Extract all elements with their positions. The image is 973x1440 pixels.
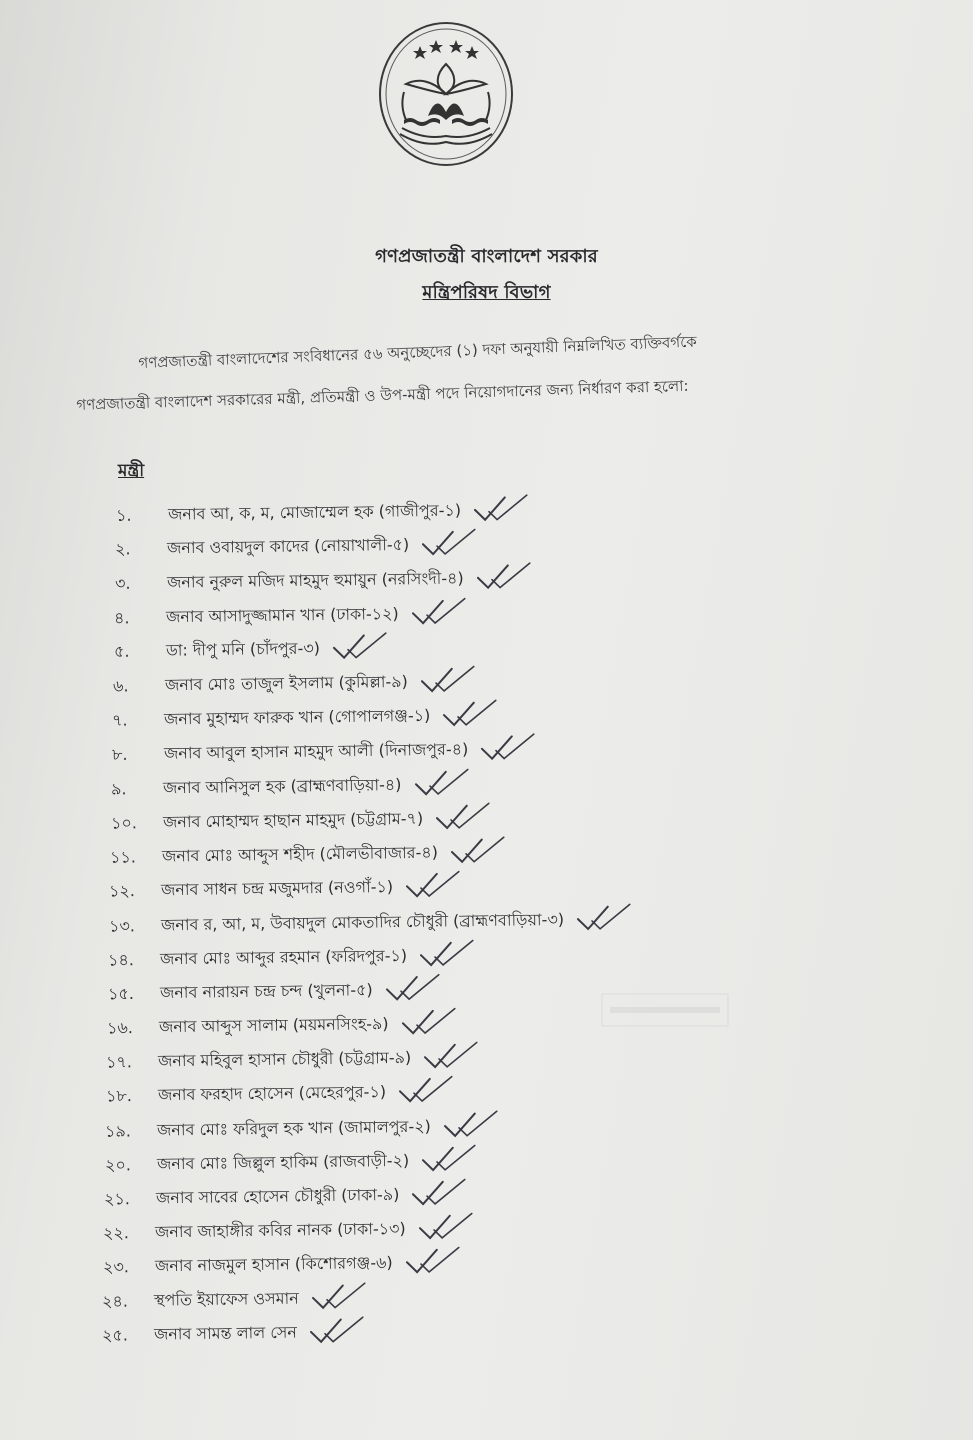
list-item-number: ১৭. [105,1051,133,1072]
tick-mark [433,801,493,836]
tick-mark [402,1246,462,1281]
list-item-name: জনাব আবুল হাসান মাহমুদ আলী (দিনাজপুর-৪) [163,739,469,764]
list-item-name: জনাব আব্দুস সালাম (ময়মনসিংহ-৯) [158,1014,389,1037]
list-item-number: ১৪. [107,949,134,969]
list-item-number: ১৯. [104,1120,131,1140]
list-item-name: ডা: দীপু মনি (চাঁদপুর-৩) [165,638,321,660]
list-item-name: জনাব জাহাঙ্গীর কবির নানক (ঢাকা-১৩) [154,1219,406,1242]
list-item [114,631,390,669]
bangladesh-emblem-icon [376,20,516,168]
list-item-name: জনাব সাধন চন্দ্র মজুমদার (নওগাঁ-১) [160,877,394,900]
list-item-name: জনাব মোঃ আব্দুর রহমান (ফরিদপুর-১) [159,945,408,968]
list-item-number: ২. [114,539,131,559]
list-item-name: জনাব মোঃ তাজুল ইসলাম (কুমিল্লা-৯) [164,671,408,695]
tick-mark [396,1075,456,1110]
list-item [105,1143,480,1182]
list-item [111,801,494,840]
tick-mark [478,732,538,767]
list-item-name: জনাব র, আ, ম, উবায়দুল মোকতাদির চৌধুরী (ব্রাহ্মণবাড়িয়া-৩) [160,910,565,935]
list-item [109,903,634,944]
list-item-number: ৯. [110,778,127,798]
list-item-name: জনাব মোঃ ফরিদুল হক খান (জামালপুর-২) [156,1116,431,1140]
tick-mark-icon [574,903,634,934]
tick-mark-icon [473,561,533,592]
tick-mark [417,938,477,973]
tick-mark [415,1212,475,1247]
list-item-number: ৮. [111,744,128,764]
tick-mark [418,664,478,699]
tick-mark [408,596,468,631]
tick-mark [330,631,390,666]
tick-mark [307,1315,367,1350]
tick-mark-icon [403,870,463,901]
intro-line-2: গণপ্রজাতন্ত্রী বাংলাদেশ সরকারের মন্ত্রী, প্রতিমন্ত্রী ও উপ-মন্ত্রী পদে নিয়োগদানের জন্য নির্ধারণ করা হলো: [76,376,689,414]
list-item [114,596,469,635]
tick-mark [473,561,533,596]
tick-mark-icon [382,972,442,1003]
tick-mark-icon [409,1177,469,1208]
list-item [105,1109,501,1149]
list-item [108,938,478,977]
tick-mark-icon [421,1041,481,1072]
list-item [104,1177,470,1216]
list-item [106,1075,456,1114]
list-item-name: জনাব সামন্ত লাল সেন [153,1322,298,1344]
tick-mark [403,870,463,905]
list-item-name: জনাব ওবায়দুল কাদের (নোয়াখালী-৫) [166,535,410,558]
list-item [113,664,478,703]
list-item-number: ৫. [113,641,130,661]
list-item-number: ১. [115,505,132,525]
list-item [112,698,501,737]
list-item-name: জনাব মুহাম্মদ ফারুক খান (গোপালগঞ্জ-১) [163,705,431,729]
list-item-name: জনাব আনিসুল হক (ব্রাহ্মণবাড়িয়া-৪) [162,774,402,797]
list-item-name: জনাব মোঃ আব্দুস শহীদ (মৌলভীবাজার-৪) [161,842,439,866]
tick-mark-icon [408,596,468,627]
faint-stamp [600,990,730,1030]
tick-mark-icon [433,801,493,832]
tick-mark [448,835,508,870]
list-item-number: ৩. [114,573,131,593]
list-item [108,972,443,1011]
list-item-number: ৬. [112,675,129,696]
tick-mark-icon [471,493,531,524]
list-item-number: ৭. [111,710,128,730]
list-item-name: জনাব নুরুল মজিদ মাহমুদ হুমায়ুন (নরসিংদী-৪) [166,568,464,593]
tick-mark-icon [478,732,538,763]
list-item-number: ১৩. [108,916,136,936]
tick-mark [411,767,471,802]
government-title: গণপ্রজাতন্ত্রী বাংলাদেশ সরকার [375,246,598,267]
tick-mark [441,1109,501,1144]
list-item-name: জনাব মোঃ জিল্লুল হাকিম (রাজবাড়ী-২) [156,1150,410,1174]
tick-mark-icon [419,1143,479,1174]
tick-mark [471,493,531,528]
list-item-number: ৪. [113,607,130,627]
list-item-name: জনাব ফরহাদ হোসেন (মেহেরপুর-১) [157,1082,387,1105]
division-title: মন্ত্রিপরিষদ বিভাগ [422,282,551,303]
tick-mark-icon [398,1007,458,1038]
list-item [102,1281,369,1319]
list-item-number: ১৬. [106,1017,134,1037]
list-item [115,528,480,567]
list-item-name: জনাব আসাদুজ্জামান খান (ঢাকা-১২) [165,603,399,626]
list-item [102,1315,367,1353]
list-item-number: ১৫. [107,983,134,1003]
list-item-number: ২৫. [101,1324,129,1345]
tick-mark-icon [419,528,479,559]
tick-mark-icon [417,938,477,969]
list-item-name: জনাব মহিবুল হাসান চৌধুরী (চট্টগ্রাম-৯) [157,1048,412,1071]
tick-mark [419,1143,479,1178]
list-item-number: ২০. [104,1154,132,1174]
list-item-number: ১০. [110,812,138,832]
list-item-number: ২৩. [102,1257,130,1277]
tick-mark-icon [308,1281,368,1312]
tick-mark-icon [448,835,508,866]
tick-mark [382,972,442,1007]
list-item-name: জনাব আ, ক, ম, মোজাম্মেল হক (গাজীপুর-১) [167,500,462,524]
list-item-number: ১৮. [105,1085,132,1106]
tick-mark-icon [411,767,471,798]
list-item [103,1212,476,1251]
list-item-name: জনাব সাবের হোসেন চৌধুরী (ঢাকা-৯) [155,1184,400,1208]
tick-mark-icon [440,698,500,729]
list-item-name: জনাব নারায়ন চন্দ্র চন্দ (খুলনা-৫) [159,979,373,1002]
tick-mark-icon [402,1246,462,1277]
tick-mark [574,903,634,938]
list-item-number: ১১. [109,846,136,867]
list-item-number: ১২. [108,880,136,901]
list-item [106,1041,482,1080]
tick-mark-icon [441,1109,501,1140]
section-title: মন্ত্রী [118,461,145,481]
tick-mark-icon [330,631,390,662]
list-item [103,1246,463,1285]
tick-mark [409,1177,469,1212]
list-item-number: ২১. [103,1188,131,1209]
tick-mark [440,698,500,733]
list-item-name: জনাব মোহাম্মদ হাছান মাহমুদ (চট্টগ্রাম-৭) [162,808,424,832]
list-item [109,870,464,909]
tick-mark-icon [396,1075,456,1106]
faint-stamp-icon [600,990,730,1030]
list-item [107,1007,459,1046]
tick-mark [398,1007,458,1042]
list-item-name: জনাব নাজমুল হাসান (কিশোরগঞ্জ-৬) [154,1253,393,1276]
tick-mark-icon [415,1212,475,1243]
list-item-name: স্থপতি ইয়াফেস ওসমান [153,1288,299,1310]
tick-mark [419,528,479,563]
intro-line-1: গণপ্রজাতন্ত্রী বাংলাদেশের সংবিধানের ৫৬ অনুচ্ছেদের (১) দফা অনুযায়ী নিম্নলিখিত ব্যক্তিবর্গকে [138,332,698,372]
list-item-number: ২২. [102,1222,130,1243]
list-item [115,561,534,601]
tick-mark-icon [307,1315,367,1346]
list-item [112,732,539,772]
tick-mark [308,1281,368,1316]
list-item-number: ২৪. [101,1290,129,1310]
tick-mark-icon [418,664,478,695]
tick-mark [421,1041,481,1076]
list-item [111,767,472,806]
